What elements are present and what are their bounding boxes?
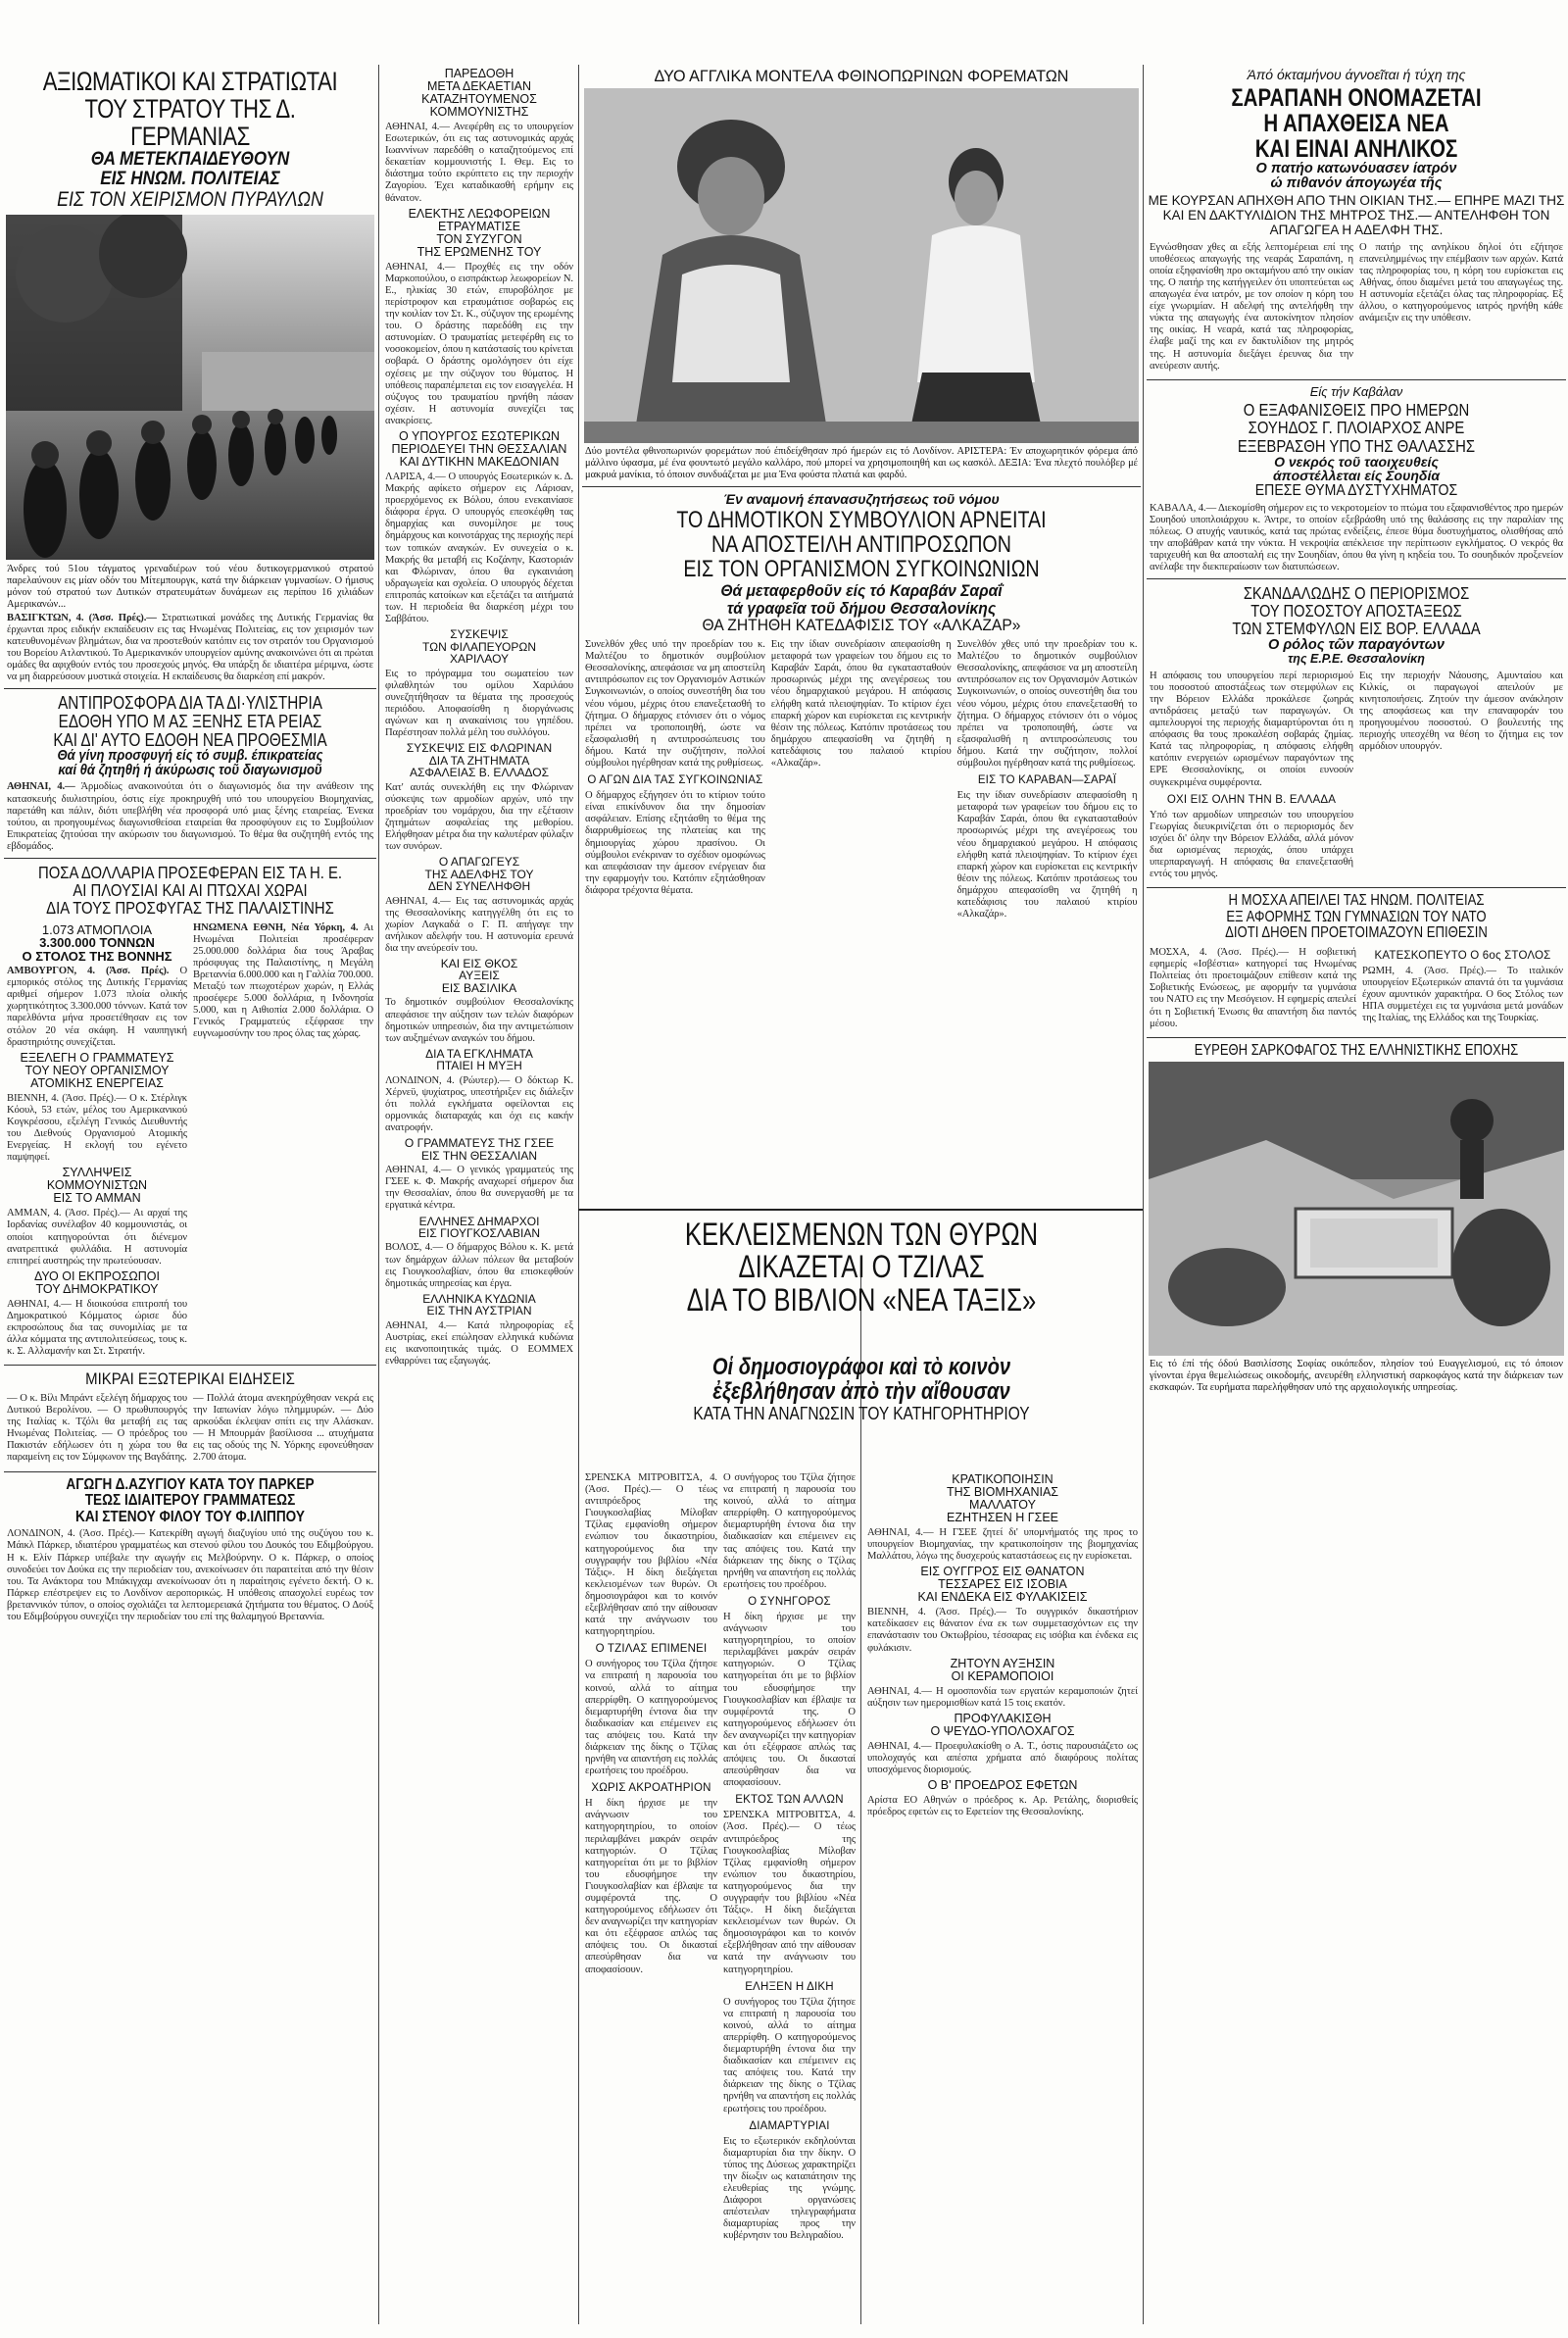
subheadline-djilas: Οἱ δημοσιογράφοι καὶ τὸ κοινὸν ἐξεβλήθησαν ἀπὸ τὴν αἴθουσαν ΚΑΤΑ ΤΗΝ ΑΝΑΓΝΩΣΙΝ ΤΟΥ ΚΑΤΗΓΟΡΗΤΗΡΙΟΥ (693, 1354, 1030, 1423)
subheading: Ο ΑΓΩΝ ΔΙΑ ΤΑΣ ΣΥΓΚΟΙΝΩΝΙΑΣ (587, 774, 763, 787)
subheading: Ο ΣΥΝΗΓΟΡΟΣ (748, 1595, 831, 1608)
article-text: Συνελθόν χθες υπό την προεδρίαν του κ. Μαλτέζου το δημοτικόν συμβούλιον Θεσσαλονίκης, απεφάσισε να μη αποστείλη αντιπρόσωπον εις τον Οργανισμόν Αστικών Συγκοινωνιών, ο οποίος συνεστήθη δια του νέου νόμου, μέχρις ότου επανεξετασθή το ζήτημα. Ο δήμαρχος ετόνισεν ότι ο νόμος πρέπει να τροποποιηθή, ώστε να εξασφαλισθή η αντιπροσώπευσις του δήμου. Κατά την συζήτησιν, πολλοί σύμβουλοι ηγέρθησαν κατά της ρυθμίσεως. (956, 639, 1138, 770)
sub-column (1147, 669, 1356, 883)
divider (1147, 379, 1566, 380)
subheading: ΧΩΡΙΣ ΑΚΡΟΑΤΗΡΙΟΝ (591, 1782, 711, 1795)
headline-crimes: ΔΙΑ ΤΑ ΕΓΚΛΗΜΑΤΑ ΠΤΑΙΕΙ Η ΜΥΞΗ (425, 1046, 533, 1073)
headline-quinces: ΕΛΛΗΝΙΚΑ ΚΥΔΩΝΙΑ ΕΙΣ ΤΗΝ ΑΥΣΤΡΙΑΝ (422, 1291, 536, 1318)
article-text: ΒΑΣΙΓΚΤΩΝ, 4. (Άσσ. Πρές).— Στρατιωτικαί μονάδες της Δυτικής Γερμανίας θα έρχωνται προς ειδικήν εκπαίδευσιν εις τας Ηνωμένας Πολιτείας, εις τον χειρισμόν των κατευθυνομένων βλημάτων, δια να προστεθούν κατόπιν εις τον στρατόν του Οργανισμού του Βορείου Ατλαντικού. Το Αμερικανικόν υπουργείον αμύνης ανακοινώνει ότι αι πρώται ομάδες θα αφιχθούν εντός του προσεχούς μηνός. Θα υπάρξη δε ιδιαιτέρα μέριμνα, ώστε να μη διαρρεύσουν μυστικά στοιχεία. Η εκπαίδευσις θα διαρκέση επί μακρόν. (7, 612, 373, 683)
article-text: ΗΝΩΜΕΝΑ ΕΘΝΗ, Νέα Υόρκη, 4. Αι Ηνωμέναι Πολιτείαι προσέφεραν 25.000.000 δολλάρια δια τους Άραβας πρόσφυγας της Παλαιστίνης, η Μεγάλη Βρεταννία 6.000.000 και η Γαλλία 700.000. Μεταξύ των πτωχοτέρων χωρών, η Ελλάς προσέφερε 5.000 δολλάρια, η Ινδονησία 5.000, και η Αιθιοπία 2.000 δολλάρια. Ο Γενικός Γραμματεύς εξέφρασε την ευγνωμοσύνην του προς όλας τας χώρας. (193, 921, 373, 1040)
divider (578, 1209, 1143, 1211)
headline-abductor: Ο ΑΠΑΓΩΓΕΥΣ ΤΗΣ ΑΔΕΛΦΗΣ ΤΟΥ ΔΕΝ ΣΥΝΕΛΗΦΘΗ (424, 855, 534, 894)
article-text: Ο συνήγορος του Τζίλα ζήτησε να επιτραπή η παρουσία του κοινού, αλλά το αίτημα απερρίφθη. Ο κατηγορούμενος διεμαρτυρήθη έντονα δια την διαδικασίαν και επέμεινεν εις τας απόψεις του. Κατά την διάρκειαν της δίκης ο Τζίλας ηρνήθη να απαντήση εις πολλάς ερωτήσεις του προέδρου. (585, 1659, 717, 1777)
article-text: Το δημοτικόν συμβούλιον Θεσσαλονίκης απεφάσισε την αύξησιν των τελών διαφόρων δημοτικών υπηρεσιών, δια την αντιμετώπισιν των αυξημένων αναγκών του δήμου. (385, 997, 573, 1044)
subheading: ΕΙΣ ΤΟ ΚΑΡΑΒΑΝ—ΣΑΡΑΪ (977, 774, 1117, 787)
article-text: ΑΘΗΝΑΙ, 4.— Κατά πληροφορίας εξ Αυστρίας, εκεί επώλησαν ελληνικά κυδώνια εις ικανοποιητικάς τιμάς. Ο ΕΟΜΜΕΧ ενθαρρύνει τας εξαγωγάς. (385, 1319, 573, 1368)
sub-column (582, 1470, 720, 2244)
article-text: ΒΟΛΟΣ, 4.— Ο δήμαρχος Βόλου κ. Κ. μετά των δημάρχων άλλων πόλεων θα μεταβούν εις Γιουγκοσλαβίαν, όπου θα επισκεφθούν δημοτικάς υπηρεσίας και έργα. (385, 1242, 573, 1289)
headline-distillation: ΣΚΑΝΔΑΛΩΔΗΣ Ο ΠΕΡΙΟΡΙΣΜΟΣ ΤΟΥ ΠΟΣΟΣΤΟΥ ΑΠΟΣΤΑΞΕΩΣ ΤΩΝ ΣΤΕΜΦΥΛΩΝ ΕΙΣ ΒΟΡ. ΕΛΛΑΔΑ Ο ρόλος τῶν παραγόντων της Ε.Ρ.Ε. Θεσσαλονίκη (1232, 583, 1481, 666)
two-col-block (4, 1391, 376, 1467)
article-text: ΑΜΒΟΥΡΓΟΝ, 4. (Άσσ. Πρές). Ο εμπορικός στόλος της Δυτικής Γερμανίας αριθμεί σήμερον 1.073 πλοία ολικής χωρητικότητος 3.300.000 τόννων. Κατά τον παρελθόντα μήνα προσετέθησαν εις τον στόλον 20 νέα σκάφη. Η ναυπηγική δραστηριότης συνεχίζεται. (7, 966, 187, 1048)
divider (4, 1471, 376, 1472)
headline-refinery: ΑΝΤΙΠΡΟΣΦΟΡΑ ΔΙΑ ΤΑ ΔΙ·ΥΛΙΣΤΗΡΙΑ ΕΔΟΘΗ ΥΠΟ Μ ΑΣ ΞΕΝΗΣ ΕΤΑ ΡΕΙΑΣ ΚΑΙ ΔΙ' ΑΥΤΟ ΕΔΟΘΗ ΝΕΑ ΠΡΟΘΕΣΜΙΑ Θά γίνη προσφυγή είς τό συμβ. έπικρατείας καί θά ζητηθή ή άκύρωσις τοῦ διαγωνισμοῦ (53, 693, 327, 779)
two-col-block (1147, 240, 1566, 374)
article-text: Εις την ίδιαν συνεδρίασιν απεφασίσθη η μεταφορά των γραφείων του δήμου εις το Καραβάν Σαράι, όπου θα εγκατασταθούν προσωρινώς μέχρι της ανεγέρσεως του νέου δημαρχιακού μεγάρου. Η απόφασις ελήφθη κατά πλειοψηφίαν. Το κτίριον έχει επαρκή χώρον και ευρίσκεται εις κεντρικήν θέσιν της πόλεως. Κατόπιν προτάσεως του δημάρχου απεφασίσθη να ζητηθή η κατεδάφισις του παλαιού κτιρίου «Αλκαζάρ». (770, 639, 952, 770)
column-4 (1147, 65, 1566, 2329)
article-text: Η απόφασις του υπουργείου περί περιορισμού του ποσοστού αποστάξεως των στεμφύλων εις την Βόρειον Ελλάδα προκάλεσε ζωηράς αντιδράσεις μεταξύ των παραγωγών. Οι αμπελουργοί της περιοχής διαμαρτύρονται ότι η απόφασις θα τους προκαλέση σοβαράς ζημίας. Κατά τας πληροφορίας, η απόφασις ελήφθη κατόπιν ενεργειών ωρισμένων παραγόντων της ΕΡΕ Θεσσαλονίκης, οι οποίοι ευνοούν συγκεκριμένα συμφέροντα. (1150, 670, 1353, 788)
article-text: ΜΟΣΧΑ, 4. (Άσσ. Πρές).— Η σοβιετική εφημερίς «Ισβέστια» κατηγορεί τας Ηνωμένας Πολιτείας ότι προετοιμάζουν επίθεσιν κατά της Σοβιετικής Ενώσεως, με αφορμήν τα γυμνάσια του ΝΑΤΟ εις την Μεσόγειον. Η εφημερίς απειλεί ότι η Σοβιετική Ένωσις θα απαντήση δια παντός μέσου. (1150, 947, 1356, 1029)
headline-harilaos: ΣΥΣΚΕΨΙΣ ΤΩΝ ΦΙΛΑΠΕΥΟΡΩΝ ΧΑΡΙΛΑΟΥ (422, 627, 536, 667)
divider (1147, 578, 1566, 579)
photo-caption: Δύο μοντέλα φθινοπωρινών φορεμάτων πού έπιδείχθησαν πρό ήμερών εις τό Λονδίνον. ΑΡΙΣΤΕΡΑ: Έν αποχωρητικόν φόρεμα άπό μάλλινο ύφασμα, μέ ένα φουντωτό μεγάλο καλλάρο, πού μπορεί να χρησιμοποιηθή και ως κασκόλ. ΔΕΞΙΑ: Ένα πλεχτό πουλόβερ μέ μακρυά μανίκια, τό όποιον συνδυάζεται με μια Ένα φούστα πλατιά και φαρδύ. (585, 445, 1138, 480)
column-2 (382, 65, 576, 2329)
article-text: ΒΙΕΝΝΗ, 4. (Άσσ. Πρές).— Το ουγγρικόν δικαστήριον κατεδίκασεν εις θάνατον ένα εκ των συμμετασχόντων εις την επανάστασιν του Οκτωβρίου, τέσσαρας εις ισόβια και ένδεκα εις φυλάκισιν. (867, 1607, 1138, 1654)
headline-florina: ΣΥΣΚΕΨΙΣ ΕΙΣ ΦΛΩΡΙΝΑΝ ΔΙΑ ΤΑ ΖΗΤΗΜΑΤΑ ΑΣΦΑΛΕΙΑΣ Β. ΕΛΛΑΔΟΣ (406, 741, 553, 780)
article-text: Εις το πρόγραμμα του σωματείου των φιλαθλητών του ομίλου Χαριλάου συνεζητήθησαν τα θέματα της προσεχούς περιόδου. Αποφασίσθη η διοργάνωσις αγώνων και η ανακαίνισις του γηπέδου. Παρέστησαν πολλά μέλη του συλλόγου. (385, 668, 573, 739)
two-col-block (582, 1470, 858, 2244)
divider (4, 688, 376, 689)
article-text: Ο πατήρ της ανηλίκου δηλοί ότι εζήτησε επανειλημμένως την επέμβασιν των αρχών. Κατά τας πληροφορίας του, η κόρη του ευρίσκεται εις Αθήνας, όπου διαμένει μετά του απαγωγέως της. Η αστυνομία εξετάζει όλας τας πληροφορίας. Εξ άλλου, ο κατηγορούμενος ιατρός ηρνήθη κάθε ανάμειξιν εις την υπόθεσιν. (1359, 241, 1563, 324)
sub-column (582, 637, 768, 922)
photo-caption: Άνδρες τού 51ου τάγματος γρεναδιέρων τού νέου δυτικογερμανικού στρατού παρελαύνουν εις μίαν οδόν του Μίτεμπουργκ, κατά την διάρκειαν γυμνασίων. Ο ήμισυς μόνον τού στρατού των Δυτικών στρατευμάτων δυνάμεων εις περίπου 16 χιλιάδων Αμερικανών... (7, 563, 373, 610)
column-3-top (582, 65, 1141, 1272)
article-text: Συνελθόν χθες υπό την προεδρίαν του κ. Μαλτέζου το δημοτικόν συμβούλιον Θεσσαλονίκης, απεφάσισε να μη αποστείλη αντιπρόσωπον εις τον Οργανισμόν Αστικών Συγκοινωνιών, ο οποίος συνεστήθη δια του νέου νόμου, μέχρις ότου επανεξετασθή το ζήτημα. Ο δήμαρχος ετόνισεν ότι ο νόμος πρέπει να τροποποιηθή, ώστε να εξασφαλισθή η αντιπροσώπευσις του δήμου. Κατά την συζήτησιν, πολλοί σύμβουλοι ηγέρθησαν κατά της ρυθμίσεως. (585, 639, 765, 770)
headline-gsee-secretary: Ο ΓΡΑΜΜΑΤΕΥΣ ΤΗΣ ΓΣΕΕ ΕΙΣ ΤΗΝ ΘΕΣΣΑΛΙΑΝ (404, 1136, 555, 1163)
headline-sarcophagus: ΕΥΡΕΘΗ ΣΑΡΚΟΦΑΓΟΣ ΤΗΣ ΕΛΛΗΝΙΣΤΙΚΗΣ ΕΠΟΧΗΣ (1194, 1041, 1519, 1059)
column-rule (578, 65, 579, 2324)
article-text: ΑΘΗΝΑΙ, 4.— Άρμοδίως ανακοινούται ότι ο διαγωνισμός δια την ανάθεσιν της κατασκευής διυλιστηρίου, όστις είχε προκηρυχθή υπό του υπουργείου Βιομηχανίας, παρετάθη και πάλιν, διότι υπεβλήθη νέα προσφορά υπό μιας ξένης εταιρείας. Ένεκα τούτου, αι προηγουμένως διαγωνισθείσαι εταιρείαι θα προσφύγουν εις το Συμβούλιον Επικρατείας ζητούσαι την ακύρωσιν του διαγωνισμού. Το θέμα θα συζητηθή εντός της εβδομάδος. (7, 781, 373, 852)
article-text: ΒΙΕΝΝΗ, 4. (Άσσ. Πρές).— Ο κ. Στέρλιγκ Κόουλ, 53 ετών, μέλος του Αμερικανικού Κογκρέσσου, εξελέγη Γενικός Διευθυντής του Διεθνούς Οργανισμού Ατομικής Ενεργείας. Η εκλογή του εγένετο παμψηφεί. (7, 1092, 187, 1164)
column-3-djilas-head (582, 1216, 1141, 1353)
article-text: ΛΟΝΔΙΝΟΝ, 4. (Άσσ. Πρές).— Κατεκρίθη αγωγή διαζυγίου υπό της συζύγου του κ. Μάικλ Πάρκερ, ιδιαιτέρου γραμματέως και στενού φίλου του Δουκός του Εδιμβούργου. Η κ. Ελίν Πάρκερ υπέβαλε την αγωγήν εις Μελβούρνην. Ο κ. Πάρκερ, ο οποίος συνοδεύει τον Δούκα εις την περιοδείαν του, ανεκοίνωσεν ότι παραιτείται από την θέσιν του. Τα Ανάκτορα του Μπάκιγχαμ ανεκοίνωσαν ότι η παραίτησις εγένετο δεκτή. Ο κ. Πάρκερ επέστρεψεν εις το Λονδίνον αεροπορικώς. Η υπόθεσις απασχολεί ευρέως τον βρεταννικόν τύπον, ο οποίος σχολιάζει τα λεπτομερειακά ζητήματα του θέματος. Ο Δούξ του Εδιμβούργου συνεχίζει την περιοδείαν του επί της θαλαμηγού Βρεταννία. (7, 1528, 373, 1623)
headline-increases: ΚΑΙ ΕΙΣ ΘΚΟΣ ΑΥΞΕΙΣ ΕΙΣ ΒΑΣΙΛΙΚΑ (440, 957, 518, 995)
column-1 (4, 65, 376, 2329)
article-text: — Πολλά άτομα ανεκηρύχθησαν νεκρά εις την Ιαπωνίαν λόγω πλημμυρών. — Δύο αρκούδαι έκλεψαν σπίτι εις την Αλάσκαν. — Η Μπουρμάν βασίλισσα ... ατυχήματα εις τας οδούς της Ν. Υόρκης εφονεύθησαν 2.700 άτομα. (193, 1392, 373, 1464)
headline-ships: 1.073 ΑΤΜΟΠΛΟΙΑ 3.300.000 ΤΟΝΝΩΝ Ο ΣΤΟΛΟΣ ΤΗΣ ΒΟΝΝΗΣ (22, 921, 172, 964)
two-col-block (1147, 669, 1566, 883)
headline-pseudo-lieutenant: ΠΡΟΦΥΛΑΚΙΣΘΗ Ο ΨΕΥΔΟ-ΥΠΟΛΟΧΑΓΟΣ (930, 1711, 1075, 1738)
headline-sarapani: ΣΑΡΑΠΑΝΗ ΟΝΟΜΑΖΕΤΑΙ Η ΑΠΑΧΘΕΙΣΑ ΝΕΑ ΚΑΙ ΕΙΝΑΙ ΑΝΗΛΙΚΟΣ Ο πατήο κατωνόυασεν ίατρόν ώ πιθανόν άπογωγέα τῆς ΜΕ ΚΟΥΡΣΑΝ ΑΠΗΧΘΗ ΑΠΟ ΤΗΝ ΟΙΚΙΑΝ ΤΗΣ.— ΕΠΗΡΕ ΜΑΖΙ ΤΗΣ ΚΑΙ ΕΝ ΔΑΚΤΥΛΙΔΙΟΝ ΤΗΣ ΜΗΤΡΟΣ ΤΗΣ.— ΑΝΤΕΛΗΦΘΗ ΤΟΝ ΑΠΑΓΩΓΕΑ Η ΑΔΕΛΦΗ ΤΗΣ. (1148, 83, 1565, 237)
article-text: ΑΘΗΝΑΙ, 4.— Ο γενικός γραμματεύς της ΓΣΕΕ κ. Φ. Μακρής αναχωρεί σήμερον δια την Θεσσαλίαν, όπου θα συνεργασθή με τα εργατικά κέντρα. (385, 1165, 573, 1212)
sub-column (720, 1470, 858, 2244)
article-text: Κατ' αυτάς συνεκλήθη εις την Φλώριναν σύσκεψις των αρμοδίων αρχών, υπό την προεδρίαν του νομάρχου, δια την εξέτασιν ζητημάτων ασφαλείας της μεθορίου. Ελήφθησαν μέτρα δια την καλυτέραν φύλαξιν των συνόρων. (385, 781, 573, 853)
sub-column (1356, 669, 1566, 883)
article-text: ΑΘΗΝΑΙ, 4.— Η διοικούσα επιτροπή του Δημοκρατικού Κόμματος ώρισε δύο εκπροσώπους δια τας συνομιλίας με τα άλλα κόμματα της αντιπολιτεύσεως, τους κ. κ. Σ. Αλλαμανήν και Στ. Στρατήν. (7, 1298, 187, 1358)
headline-mallatou: ΚΡΑΤΙΚΟΠΟΙΗΣΙΝ ΤΗΣ ΒΙΟΜΗΧΑΝΙΑΣ ΜΑΛΛΑΤΟΥ ΕΖΗΤΗΣΕΝ Η ΓΣΕΕ (946, 1472, 1059, 1524)
sub-column (4, 920, 190, 1361)
pre-headline: Είς τήν Καβάλαν (1309, 383, 1403, 399)
headline-minister-tour: Ο ΥΠΟΥΡΓΟΣ ΕΣΩΤΕΡΙΚΩΝ ΠΕΡΙΟΔΕΥΕΙ ΤΗΝ ΘΕΣΣΑΛΙΑΝ ΚΑΙ ΔΥΤΙΚΗΝ ΜΑΚΕΔΟΝΙΑΝ (391, 428, 567, 469)
divider (1147, 887, 1566, 888)
article-text: ΑΘΗΝΑΙ, 4.— Η ομοσπονδία των εργατών κεραμοποιών ζητεί αύξησιν των ημερομισθίων κατά 15 τοις εκατόν. (867, 1685, 1138, 1709)
three-col-block (582, 637, 1141, 922)
headline-city-council: ΤΟ ΔΗΜΟΤΙΚΟΝ ΣΥΜΒΟΥΛΙΟΝ ΑΡΝΕΙΤΑΙ ΝΑ ΑΠΟΣΤΕΙΛΗ ΑΝΤΙΠΡΟΣΩΠΟΝ ΕΙΣ ΤΟΝ ΟΡΓΑΝΙΣΜΟΝ ΣΥΓΚΟΙΝΩΝΙΩΝ Θά μεταφερθοῦν είς τό Καραβάν Σαραΐ τά γραφεῖα τοῦ δήμου Θεσσαλονίκης ΘΑ ΖΗΤΗΘΗ ΚΑΤΕΔΑΦΙΣΙΣ ΤΟΥ «ΑΛΚΑΖΑΡ» (676, 507, 1047, 635)
article-text: ΑΘΗΝΑΙ, 4.— Εις τας αστυνομικάς αρχάς της Θεσσαλονίκης κατηγγέλθη ότι εις το χωρίον Λαγκαδά ο Γ. Π. απήγαγε την ανήλικον αδελφήν του. Η αστυνομία ερευνά δια την ανεύρεσίν του. (385, 895, 573, 954)
article-text: Ο συνήγορος του Τζίλα ζήτησε να επιτραπή η παρουσία του κοινού, αλλά το αίτημα απερρίφθη. Ο κατηγορούμενος διεμαρτυρήθη έντονα δια την διαδικασίαν και επέμεινεν εις τας απόψεις του. Κατά την διάρκειαν της δίκης ο Τζίλας ηρνήθη να απαντήση εις πολλάς ερωτήσεις του προέδρου. (723, 1996, 856, 2114)
article-text: Εις το εξωτερικόν εκδηλούνται διαμαρτυρίαι δια την δίκην. Ο τύπος της Δύσεως χαρακτηρίζει την δίωξιν ως καταπάτησιν της ελευθερίας της γνώμης. Διάφοροι οργανώσεις απέστειλαν τηλεγραφήματα διαμαρτυρίας προς την κυβέρνησιν του Βελιγραδίου. (723, 2135, 856, 2242)
headline-democratic: ΔΥΟ ΟΙ ΕΚΠΡΟΣΩΠΟΙ ΤΟΥ ΔΗΜΟΚΡΑΤΙΚΟΥ (34, 1268, 160, 1296)
headline-ceramics: ΖΗΤΟΥΝ ΑΥΞΗΣΙΝ ΟΙ ΚΕΡΑΜΟΠΟΙΟΙ (950, 1656, 1055, 1683)
article-text: ΑΘΗΝΑΙ, 4.— Ανεφέρθη εις το υπουργείον Εσωτερικών, ότι εις τας αστυνομικάς αρχάς Ιωαννίνων παρεδόθη ο καταζητούμενος επί δεκαετίαν κομμουνιστής Ι. Θεμ. Εις το διάστημα τούτο εκρύπτετο εις την περιοχήν Ζαγορίου. Έχει καταδικασθή ερήμην εις θάνατον. (385, 122, 573, 204)
headline-parker: ΑΓΩΓΗ Δ.ΑΖΥΓΙΟΥ ΚΑΤΑ ΤΟΥ ΠΑΡΚΕΡ ΤΕΩΣ ΙΔΙΑΙΤΕΡΟΥ ΓΡΑΜΜΑΤΕΩΣ ΚΑΙ ΣΤΕΝΟΥ ΦΙΛΟΥ ΤΟΥ Φ.ΙΛΙΠΠΟΥ (66, 1475, 315, 1525)
divider (582, 486, 1141, 487)
pre-headline: Έν αναμονή έπανασυζητήσεως τοῦ νόμου (723, 490, 1000, 507)
headline-amman: ΣΥΛΛΗΨΕΙΣ ΚΟΜΜΟΥΝΙΣΤΩΝ ΕΙΣ ΤΟ ΑΜΜΑΝ (46, 1166, 148, 1206)
article-text: Η δίκη ήρχισε με την ανάγνωσιν του κατηγορητηρίου, το οποίον περιλαμβάνει μακράν σειράν κατηγοριών. Ο Τζίλας κατηγορείται ότι με το βιβλίον του εδυσφήμησε την Γιουγκοσλαβίαν και έβλαψε τα συμφέροντά της. Ο κατηγορούμενος εδήλωσεν ότι δεν αναγνωρίζει την κατηγορίαν και ότι εξέφρασε απλώς τας απόψεις του. Οι δικασταί απεσύρθησαν δια να αποφασίσουν. (585, 1798, 717, 1975)
column-3-briefs (864, 1470, 1141, 2323)
two-col-block (4, 920, 376, 1361)
subheading: Ο ΤΖΙΛΑΣ ΕΠΙΜΕΝΕΙ (595, 1643, 708, 1656)
headline-communist: ΠΑΡΕΔΟΘΗ ΜΕΤΑ ΔΕΚΑΕΤΙΑΝ ΚΑΤΑΖΗΤΟΥΜΕΝΟΣ ΚΟΜΜΟΥΝΙΣΤΗΣ (421, 67, 537, 119)
headline-atomic: ΕΞΕΛΕΓΗ Ο ΓΡΑΜΜΑΤΕΥΣ ΤΟΥ ΝΕΟΥ ΟΡΓΑΝΙΣΜΟΥ ΑΤΟΜΙΚΗΣ ΕΝΕΡΓΕΙΑΣ (20, 1050, 174, 1090)
article-text: Ο δήμαρχος εξήγησεν ότι το κτίριον τούτο είναι επικίνδυνον δια την δημοσίαν ασφάλειαν. Επίσης εξητάσθη το θέμα της διαρρυθμίσεως της πλατείας και της δημιουργίας χώρου πρασίνου. Οι σύμβουλοι ενέκριναν το σχέδιον ομοφώνως και απεφάσισαν την άμεσον ενέργειαν δια την εφαρμογήν του. Κατόπιν εξητάσθησαν διάφορα τρέχοντα θέματα. (585, 790, 765, 896)
headline-djilas: ΚΕΚΛΕΙΣΜΕΝΩΝ ΤΩΝ ΘΥΡΩΝ ΔΙΚΑΖΕΤΑΙ Ο ΤΖΙΛΑΣ ΔΙΑ ΤΟ ΒΙΒΛΙΟΝ «ΝΕΑ ΤΑΞΙΣ» (684, 1217, 1039, 1318)
subheading: ΚΑΤΕΣΚΟΠΕΥΤΟ Ο 6ος ΣΤΟΛΟΣ (1374, 950, 1551, 963)
sub-column (768, 637, 955, 922)
article-text: ΑΘΗΝΑΙ, 4.— Η ΓΣΕΕ ζητεί δι' υπομνήματός της προς το υπουργείον Βιομηχανίας, την κρατικοποίησιν της βιομηχανίας Μαλλάτου, λόγω της δυσχερούς καταστάσεως εις ην ευρίσκεται. (867, 1527, 1138, 1563)
photo-sarcophagus (1149, 1062, 1564, 1356)
column-3-djilas-text (582, 1470, 858, 2323)
column-rule (378, 65, 379, 2324)
column-3-djilas-sub (582, 1353, 1141, 1470)
headline-dollars: ΠΟΣΑ ΔΟΛΛΑΡΙΑ ΠΡΟΣΕΦΕΡΑΝ ΕΙΣ ΤΑ Η. Ε. ΑΙ ΠΛΟΥΣΙΑΙ ΚΑΙ ΑΙ ΠΤΩΧΑΙ ΧΩΡΑΙ ΔΙΑ ΤΟΥΣ ΠΡΟΣΦΥΓΑΣ ΤΗΣ ΠΑΛΑΙΣΤΙΝΗΣ (37, 863, 343, 919)
article-text: ΣΡΕΝΣΚΑ ΜΙΤΡΟΒΙΤΣΑ, 4. (Άσσ. Πρές).— Ο τέως αντιπρόεδρος της Γιουγκοσλαβίας Μίλοβαν Τζίλας εμφανίσθη σήμερον ενώπιον του δικαστηρίου, κατηγορούμενος δια την συγγραφήν του βιβλίου «Νέα Τάξις». Η δίκη διεξάγεται κεκλεισμένων των θυρών. Οι δημοσιογράφοι και το κοινόν εξεβλήθησαν από την αίθουσαν κατά την ανάγνωσιν του κατηγορητηρίου. (723, 1810, 856, 1975)
article-text: Εις την ίδιαν συνεδρίασιν απεφασίσθη η μεταφορά των γραφείων του δήμου εις το Καραβάν Σαράι, όπου θα εγκατασταθούν προσωρινώς μέχρι της ανεγέρσεως του νέου δημαρχιακού μεγάρου. Η απόφασις ελήφθη κατά πλειοψηφίαν. Το κτίριον έχει επαρκή χώρον και ευρίσκεται εις κεντρικήν θέσιν της πόλεως. Κατόπιν προτάσεως του δημάρχου απεφασίσθη να ζητηθή η κατεδάφισις του παλαιού κτιρίου «Αλκαζάρ». (956, 790, 1138, 920)
article-text: Υπό των αρμοδίων υπηρεσιών του υπουργείου Γεωργίας διευκρινίζεται ότι ο περιορισμός δεν ισχύει δι' όλην την Βόρειον Ελλάδα, αλλά μόνον δια ωρισμένας περιοχάς, όπου υπάρχει υπερπαραγωγή. Η απόφασις θα επανεξετασθή εντός του μηνός. (1150, 809, 1353, 880)
subheading: ΕΛΗΞΕΝ Η ΔΙΚΗ (745, 1980, 834, 1993)
divider (4, 858, 376, 859)
article-text: ΑΘΗΝΑΙ, 4.— Προεφυλακίσθη ο Α. Τ., όστις παρουσιάζετο ως υπολοχαγός και απέσπα χρήματα από διαφόρους πολίτας υποσχόμενος διορισμούς. (867, 1740, 1138, 1776)
column-rule (1143, 65, 1144, 2324)
photo-caption: Εις τό έπί τής όδού Βασιλίσσης Σοφίας οικόπεδον, πλησίον τού Ευαγγελισμού, εις τό όποιον γίνονται έργα θεμελιώσεως οικοδομής, ανευρέθη ελληνιστική σαρκοφάγος κατά την διάρκειαν των εκσκαφών. Τα ευρήματα παρελήφθησαν υπό της αρχαιολογικής υπηρεσίας. (1150, 1358, 1563, 1393)
photo-fashion-models (584, 88, 1139, 443)
article-text: ΣΡΕΝΣΚΑ ΜΙΤΡΟΒΙΤΣΑ, 4. (Άσσ. Πρές).— Ο τέως αντιπρόεδρος της Γιουγκοσλαβίας Μίλοβαν Τζίλας εμφανίσθη σήμερον ενώπιον του δικαστηρίου, κατηγορούμενος δια την συγγραφήν του βιβλίου «Νέα Τάξις». Η δίκη διεξάγεται κεκλεισμένων των θυρών. Οι δημοσιογράφοι και το κοινόν εξεβλήθησαν από την αίθουσαν κατά την ανάγνωσιν του κατηγορητηρίου. (585, 1472, 717, 1638)
divider (4, 1365, 376, 1366)
photo-soldiers-marching (6, 215, 374, 560)
article-text: ΑΘΗΝΑΙ, 4.— Προχθές εις την οδόν Μαρκοπούλου, ο εισπράκτωρ λεωφορείων Ν. Ε., ηλικίας 30 ετών, επυροβόλησε με περίστροφον και ετραυμάτισε σοβαρώς εις την κοιλίαν τον Στ. Κ., σύζυγον της ερωμένης του. Ο δράστης παρεδόθη εις την αστυνομίαν. Ο τραυματίας μετεφέρθη εις το νοσοκομείον, όπου η κατάστασίς του κρίνεται σοβαρά. Ο δράστης ομολόγησεν ότι είχε σχέσεις με την σύζυγον του θύματος. Η υπόθεσις παραπέμπεται εις τον εισαγγελέα. Η σύζυγος του τραυματίου ηρνήθη πάσαν σχέσιν. Η αστυνομία συνεχίζει τας ανακρίσεις. (385, 261, 573, 426)
headline-officers: ΑΞΙΩΜΑΤΙΚΟΙ ΚΑΙ ΣΤΡΑΤΙΩΤΑΙ ΤΟΥ ΣΤΡΑΤΟΥ ΤΗΣ Δ. ΓΕΡΜΑΝΙΑΣ ΘΑ ΜΕΤΕΚΠΑΙΔΕΥΘΟΥΝ ΕΙΣ ΗΝΩΜ. ΠΟΛΙΤΕΙΑΣ ΕΙΣ ΤΟΝ ΧΕΙΡΙΣΜΟΝ ΠΥΡΑΥΛΩΝ (42, 67, 338, 211)
article-text: ΛΑΡΙΣΑ, 4.— Ο υπουργός Εσωτερικών κ. Δ. Μακρής αφίκετο σήμερον εις Λάρισαν, προερχόμενος εκ Βόλου, όπου ενεκαινίασε διάφορα έργα. Ο υπουργός επεσκέφθη τας δημαρχίας και συνομίλησε με τους δημάρχους και κοινοτάρχας της περιοχής περί των τοπικών αναγκών. Εν συνεχεία ο κ. Μακρής θα μεταβή εις Κοζάνην, Καστοριάν και Φλώριναν, όπου θα εγκαινιάση υδραγωγεία και σχολεία. Ο υπουργός δέχεται επιτροπάς κατοίκων και εξετάζει τα αιτήματά των. Η περιοδεία θα διαρκέση μέχρι του Σαββάτου. (385, 471, 573, 625)
article-text: Αρίστα ΕΟ Αθηνών ο πρόεδρος κ. Αρ. Ρετάλης, διορισθείς πρόεδρος εφετών εις το Εφετείον της Θεσσαλονίκης. (867, 1795, 1138, 1818)
article-text: — Ο κ. Βίλι Μπράντ εξελέγη δήμαρχος του Δυτικού Βερολίνου. — Ο πρωθυπουργός της Ιταλίας κ. Τζόλι θα μεταβή εις τας Ηνωμένας Πολιτείας. — Ο πρόεδρος του Πακιστάν εδήλωσεν ότι η χώρα του θα παραμείνη εις τον Σύμφωνον της Βαγδάτης. (7, 1392, 187, 1464)
article-text: ΚΑΒΑΛΑ, 4.— Διεκομίσθη σήμερον εις το νεκροτομείον το πτώμα του εξαφανισθέντος προ ημερών Σουηδού υποπλοιάρχου κ. Άντρε, το οποίον εξεβράσθη υπό της θαλάσσης εις την παραλίαν της πόλεως. Ο ατυχής ναυτικός, κατά τας πρώτας ενδείξεις, έπεσε θύμα δυστυχήματος, ολισθήσας από την αποβάθραν κατά την νύκτα. Η νεκροψία απέκλεισε την περίπτωσιν εγκλήματος. Ο νεκρός θα ταριχευθή και θα αποσταλή εις την Σουηδίαν, όπου θα γίνη η κηδεία του. Το σουηδικόν προξενείον ανέλαβε την διεκπεραίωσιν των διατυπώσεων. (1150, 502, 1563, 572)
sub-column (190, 920, 376, 1361)
headline-fashion: ΔΥΟ ΑΓΓΛΙΚΑ ΜΟΝΤΕΛΑ ΦΘΙΝΟΠΩΡΙΝΩΝ ΦΟΡΕΜΑΤΩΝ (654, 67, 1069, 85)
headline-foreign-news: ΜΙΚΡΑΙ ΕΞΩΤΕΡΙΚΑΙ ΕΙΔΗΣΕΙΣ (85, 1369, 295, 1389)
article-text: Η δίκη ήρχισε με την ανάγνωσιν του κατηγορητηρίου, το οποίον περιλαμβάνει μακράν σειράν κατηγοριών. Ο Τζίλας κατηγορείται ότι με το βιβλίον του εδυσφήμησε την Γιουγκοσλαβίαν και έβλαψε τα συμφέροντά της. Ο κατηγορούμενος εδήλωσεν ότι δεν αναγνωρίζει την κατηγορίαν και ότι εξέφρασε απλώς τας απόψεις του. Οι δικασταί απεσύρθησαν δια να αποφασίσουν. (723, 1611, 856, 1789)
article-text: ΑΜΜΑΝ, 4. (Άσσ. Πρές).— Αι αρχαί της Ιορδανίας συνέλαβον 40 κομμουνιστάς, οι οποίοι κατηγορούνται ότι διένεμον ανατρεπτικά φυλλάδια. Η αστυνομία επιτηρεί αυστηρώς την πρωτεύουσαν. (7, 1208, 187, 1267)
headline-appeals-president: Ο Β' ΠΡΟΕΔΡΟΣ ΕΦΕΤΩΝ (927, 1778, 1078, 1793)
sub-column (1359, 945, 1566, 1032)
subheading: ΔΙΑΜΑΡΤΥΡΙΑΙ (749, 2119, 830, 2132)
article-text: Ο συνήγορος του Τζίλα ζήτησε να επιτραπή η παρουσία του κοινού, αλλά το αίτημα απερρίφθη. Ο κατηγορούμενος διεμαρτυρήθη έντονα δια την διαδικασίαν και επέμεινεν εις τας απόψεις του. Κατά την διάρκειαν της δίκης ο Τζίλας ηρνήθη να απαντήση εις πολλάς ερωτήσεις του προέδρου. (723, 1472, 856, 1590)
divider (1147, 1037, 1566, 1038)
headline-mayors: ΕΛΛΗΝΕΣ ΔΗΜΑΡΧΟΙ ΕΙΣ ΓΙΟΥΓΚΟΣΛΑΒΙΑΝ (417, 1214, 540, 1240)
article-text: Εγνώσθησαν χθες αι εξής λεπτομέρειαι επί της υποθέσεως απαγωγής της νεαράς Σαραπάνη, η οποία εξηφανίσθη προ οκταμήνου από την οικίαν της. Ο πατήρ της κατήγγειλεν ότι υποπτεύεται ως απαγωγέα ένα ιατρόν, με τον οποίον η κόρη του είχε γνωριμίαν. Η αδελφή της αντελήφθη την νύκτα της απαγωγής ένα αυτοκίνητον πλησίον της οικίας. Η νεαρά, κατά τας πληροφορίας, έλαβε μαζί της και εν δακτυλίδιον της μητρός της. Η αστυνομία διεξάγει έρευνας δια την ανεύρεσιν αυτής. (1150, 241, 1353, 372)
subheading: ΕΚΤΟΣ ΤΩΝ ΑΛΛΩΝ (735, 1794, 844, 1807)
article-text: Εις την περιοχήν Νάουσης, Αμυνταίου και Κιλκίς, οι παραγωγοί απειλούν με κινητοποιήσεις. Ζητούν την άμεσον ανάκλησιν της αποφάσεως και την επαναφοράν του προηγουμένου ποσοστού. Ο βουλευτής της περιοχής υπεσχέθη να θέση το ζήτημα εις τον αρμόδιον υπουργόν. (1359, 670, 1563, 753)
sub-column (955, 637, 1141, 922)
article-text: ΛΟΝΔΙΝΟΝ, 4. (Ρώυτερ).— Ο δόκτωρ Κ. Χέρνεϋ, ψυχίατρος, υπεστήριξεν εις διάλεξιν ότι πολλά εγκλήματα οφείλονται εις ορμονικάς διαταραχάς και όχι εις κακήν ανατροφήν. (385, 1074, 573, 1134)
headline-swedish-captain: Ο ΕΞΑΦΑΝΙΣΘΕΙΣ ΠΡΟ ΗΜΕΡΩΝ ΣΟΥΗΔΟΣ Γ. ΠΛΟΙΑΡΧΟΣ ΑΝΡΕ ΕΞΕΒΡΑΣΘΗ ΥΠΟ ΤΗΣ ΘΑΛΑΣΣΗΣ Ο νεκρός τοῦ ταοιχευθείς άποστέλλεται είς Σουηδία ΕΠΕΣΕ ΘΥΜΑ ΔΥΣΤΥΧΗΜΑΤΟΣ (1237, 400, 1476, 499)
pre-headline: Άπό όκταμήνου άγνοεῖται ή τύχη της (1247, 67, 1466, 82)
article-text: ΡΩΜΗ, 4. (Άσσ. Πρές).— Το ιταλικόν υπουργείον Εξωτερικών απαντά ότι τα γυμνάσια έχουν αμυντικόν χαρακτήρα. Ο 6ος Στόλος των ΗΠΑ συμμετέχει εις τα γυμνάσια μετά μονάδων της Ιταλίας, της Ελλάδος και της Τουρκίας. (1362, 966, 1563, 1024)
subheading: ΟΧΙ ΕΙΣ ΟΛΗΝ ΤΗΝ Β. ΕΛΛΑΔΑ (1166, 793, 1337, 806)
two-col-block (1147, 945, 1566, 1032)
headline-moscow: Η ΜΟΣΧΑ ΑΠΕΙΛΕΙ ΤΑΣ ΗΝΩΜ. ΠΟΛΙΤΕΙΑΣ ΕΞ ΑΦΟΡΜΗΣ ΤΩΝ ΓΥΜΝΑΣΙΩΝ ΤΟΥ ΝΑΤΟ ΔΙΟΤΙ ΔΗΘΕΝ ΠΡΟΕΤΟΙΜΑΖΟΥΝ ΕΠΙΘΕΣΙΝ (1225, 892, 1488, 942)
headline-bus-conductor: ΕΛΕΚΤΗΣ ΛΕΩΦΟΡΕΙΩΝ ΕΤΡΑΥΜΑΤΙΣΕ ΤΟΝ ΣΥΖΥΓΟΝ ΤΗΣ ΕΡΩΜΕΝΗΣ ΤΟΥ (408, 206, 551, 259)
headline-hungarian: ΕΙΣ ΟΥΓΓΡΟΣ ΕΙΣ ΘΑΝΑΤΟΝ ΤΕΣΣΑΡΕΣ ΕΙΣ ΙΣΟΒΙΑ ΚΑΙ ΕΝΔΕΚΑ ΕΙΣ ΦΥΛΑΚΙΣΕΙΣ (917, 1565, 1088, 1605)
